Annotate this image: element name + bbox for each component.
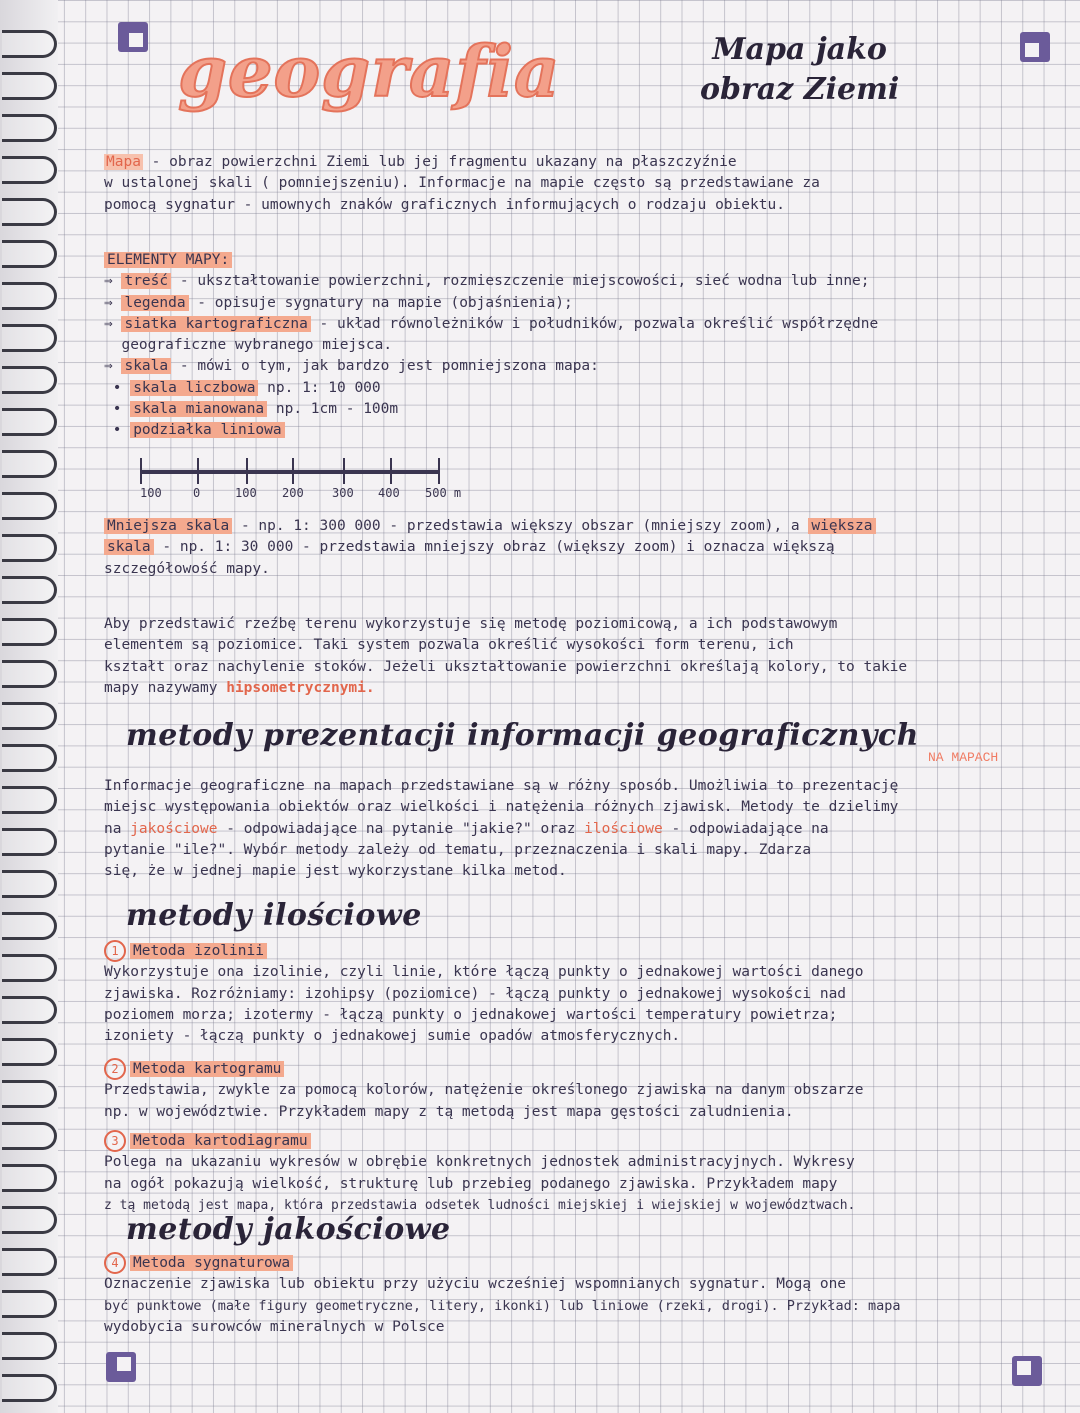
binding-ring (2, 534, 57, 562)
relief-text: mapy nazywamy (104, 679, 227, 696)
binding-ring (2, 660, 57, 688)
binding-ring (2, 1038, 57, 1066)
scale-label: 100 (140, 486, 162, 500)
scale-tick (438, 458, 440, 484)
corner-bracket-icon (1012, 1356, 1042, 1386)
binding-ring (2, 1080, 57, 1108)
method-title (104, 1130, 1060, 1152)
scale-label: 100 (235, 486, 257, 500)
intro-term: jakościowe (130, 820, 218, 837)
binding-ring (2, 114, 57, 142)
intro-line: miejsc występowania obiektów oraz wielkości i natężenia różnych zjawisk. Metody te dzielimy (104, 799, 899, 816)
scale-tick (390, 458, 392, 484)
element-term: legenda (121, 295, 188, 311)
intro-term: ilościowe (584, 820, 663, 837)
methods-tag: NA MAPACH (928, 750, 999, 765)
spiral-binding (0, 0, 58, 1413)
binding-ring (2, 1374, 57, 1402)
scale-term: skala mianowana (130, 401, 267, 417)
method-title (104, 1058, 1060, 1080)
page-title: geografia (178, 30, 561, 113)
quant-heading: metody ilościowe (126, 898, 422, 933)
scale-compare-block (104, 516, 1060, 580)
binding-ring (2, 576, 57, 604)
scale-text: np. 1: 10 000 (267, 379, 381, 396)
relief-line: Aby przedstawić rzeźbę terenu wykorzystuje się metodę poziomicową, a ich podstawowym (104, 616, 838, 632)
scale-text: np. 1cm - 100m (275, 401, 399, 418)
number-badge: 4 (104, 1252, 126, 1274)
definition-line: w ustalonej skali ( pomniejszeniu). Informacje na mapie często są przedstawiane za (104, 175, 820, 192)
method-title-text: Metoda sygnaturowa (130, 1255, 293, 1271)
map-element-item: ⇒ siatka kartograficzna - układ równoleżników i południków, pozwala określić współrzędne (104, 315, 879, 332)
method-title-text: Metoda kartogramu (130, 1061, 284, 1077)
method-line: Oznaczenie zjawiska lub obiektu przy użyciu wcześniej wspomnianych sygnatur. Mogą one (104, 1276, 847, 1293)
method-title (104, 1252, 1060, 1274)
scale-compare-term: Mniejsza skala (104, 518, 232, 534)
binding-ring (2, 702, 57, 730)
binding-ring (2, 1290, 57, 1318)
methods-intro-block (104, 776, 1060, 882)
scale-label: 400 (378, 486, 400, 500)
binding-ring (2, 1248, 57, 1276)
binding-ring (2, 954, 57, 982)
relief-line: elementem są poziomice. Taki system pozwala określić wysokości form terenu, ich (104, 637, 794, 654)
element-text: - ukształtowanie powierzchni, rozmieszczenie miejscowości, sieć wodna lub inne; (171, 273, 870, 290)
method-line: Wykorzystuje ona izolinie, czyli linie, które łączą punkty o jednakowej wartości danego (104, 964, 864, 981)
scale-tick (246, 458, 248, 484)
intro-text: - odpowiadające na (662, 820, 829, 837)
method-3-block (104, 1130, 1060, 1216)
scale-label: 500 m (425, 486, 462, 500)
scale-type-item: • podziałka liniowa (104, 420, 1060, 441)
scale-compare-line (104, 537, 1060, 558)
element-term: treść (121, 273, 171, 289)
relief-block (104, 614, 1060, 699)
scale-compare-text: - np. 1: 300 000 - przedstawia większy obszar (mniejszy zoom), a (232, 518, 809, 534)
relief-line: kształt oraz nachylenie stoków. Jeżeli ukształtowanie powierzchni określają kolory, to takie (104, 658, 908, 675)
binding-ring (2, 408, 57, 436)
definition-line: pomocą sygnatur - umownych znaków graficznych informujących o rodzaju obiektu. (104, 196, 785, 213)
binding-ring (2, 1122, 57, 1150)
relief-line (104, 678, 1060, 699)
scale-term: podziałka liniowa (130, 422, 284, 438)
binding-ring (2, 30, 57, 58)
element-text: - mówi o tym, jak bardzo jest pomniejszona mapa: (171, 358, 599, 375)
definition-line (104, 152, 1060, 173)
scale-tick (197, 458, 199, 484)
binding-ring (2, 72, 57, 100)
qual-heading: metody jakościowe (126, 1212, 451, 1247)
binding-ring (2, 240, 57, 268)
scale-label: 0 (193, 486, 201, 500)
binding-ring (2, 744, 57, 772)
intro-line: się, że w jednej mapie jest wykorzystane kilka metod. (104, 863, 567, 880)
binding-ring (2, 786, 57, 814)
heading-text: ELEMENTY MAPY: (104, 252, 232, 268)
subtitle-line: Mapa jako (712, 32, 887, 67)
method-line: izoniety - łączą punkty o jednakowej sumie opadów atmosferycznych. (104, 1028, 681, 1045)
scale-type-item: • skala mianowana np. 1cm - 100m (104, 401, 399, 418)
method-line: Polega na ukazaniu wykresów w obrębie konkretnych jednostek administracyjnych. Wykresy (104, 1154, 855, 1171)
binding-ring (2, 156, 57, 184)
method-line: poziomem morza; izotermy - łączą punkty o jednakowej wartości temperatury powietrza; (104, 1006, 838, 1023)
element-text: - opisuje sygnatury na mapie (objaśnienia); (188, 294, 573, 311)
scale-tick (292, 458, 294, 484)
map-element-item: ⇒ legenda - opisuje sygnatury na mapie (objaśnienia); (104, 294, 573, 311)
method-title-text: Metoda kartodiagramu (130, 1133, 311, 1149)
scale-label: 200 (282, 486, 304, 500)
method-4-block (104, 1252, 1060, 1338)
intro-text: na (104, 820, 131, 837)
scale-compare-term: większa (808, 518, 875, 534)
method-title-text: Metoda izolinii (130, 943, 267, 959)
map-element-item: ⇒ treść - ukształtowanie powierzchni, rozmieszczenie miejscowości, sieć wodna lub inne; (104, 273, 870, 290)
binding-ring (2, 1164, 57, 1192)
method-1-block (104, 940, 1060, 1047)
scale-tick (140, 458, 142, 484)
element-text: geograficzne wybranego miejsca. (121, 337, 393, 354)
binding-ring (2, 324, 57, 352)
scale-tick (343, 458, 345, 484)
definition-block (104, 152, 1060, 216)
scale-compare-line (104, 516, 1060, 537)
binding-ring (2, 618, 57, 646)
intro-line: Informacje geograficzne na mapach przedstawiane są w różny sposób. Umożliwia to prezentację (104, 778, 899, 794)
binding-ring (2, 282, 57, 310)
binding-ring (2, 450, 57, 478)
binding-ring (2, 996, 57, 1024)
binding-ring (2, 912, 57, 940)
page-subtitle (700, 30, 899, 110)
number-badge: 2 (104, 1058, 126, 1080)
intro-line: pytanie "ile?". Wybór metody zależy od tematu, przeznaczenia i skali mapy. Zdarza (104, 841, 812, 858)
binding-ring (2, 1206, 57, 1234)
definition-text: - obraz powierzchni Ziemi lub jej fragmentu ukazany na płaszczyźnie (142, 154, 737, 170)
corner-bracket-icon (1020, 32, 1050, 62)
subtitle-line: obraz Ziemi (700, 72, 900, 107)
binding-ring (2, 828, 57, 856)
scale-compare-line: szczegółowość mapy. (104, 560, 270, 577)
scale-compare-term: skala (104, 539, 154, 555)
method-line: na ogół pokazują wielkość, strukturę lub przebieg podanego zjawiska. Przykładem mapy (104, 1175, 838, 1192)
map-element-item: ⇒ skala - mówi o tym, jak bardzo jest pomniejszona mapa: (104, 358, 599, 375)
method-2-block (104, 1058, 1060, 1123)
corner-bracket-icon (106, 1352, 136, 1382)
method-line: np. w województwie. Przykładem mapy z tą metodą jest mapa gęstości zaludnienia. (104, 1103, 794, 1120)
method-line: z tą metodą jest mapa, która przedstawia odsetek ludności miejskiej i wiejskiej w województwach. (104, 1197, 856, 1213)
method-line: Przedstawia, zwykle za pomocą kolorów, natężenie określonego zjawiska na danym obszarze (104, 1082, 864, 1099)
method-line: być punktowe (małe figury geometryczne, litery, ikonki) lub liniowe (rzeki, drogi). Przykład: mapa (104, 1297, 901, 1314)
method-line: zjawiska. Rozróżniamy: izohipsy (poziomice) - łączą punkty o jednakowej wysokości nad (104, 985, 847, 1002)
scale-term: skala liczbowa (130, 380, 258, 396)
intro-line (104, 819, 1060, 840)
binding-ring (2, 366, 57, 394)
number-badge: 3 (104, 1130, 126, 1152)
scale-label: 300 (332, 486, 354, 500)
scale-bar (140, 470, 440, 474)
binding-ring (2, 198, 57, 226)
corner-bracket-icon (118, 22, 148, 52)
element-term: skala (121, 358, 171, 374)
element-text: - układ równoleżników i południków, pozwala określić współrzędne (310, 315, 879, 332)
relief-term: hipsometrycznymi. (226, 679, 375, 696)
definition-term: Mapa (106, 154, 141, 170)
map-elements-heading (104, 250, 1060, 271)
binding-ring (2, 492, 57, 520)
method-title (104, 940, 1060, 962)
method-line: wydobycia surowców mineralnych w Polsce (104, 1318, 445, 1335)
binding-ring (2, 1332, 57, 1360)
scale-type-item: • skala liczbowa np. 1: 10 000 (104, 379, 381, 396)
methods-heading: metody prezentacji informacji geograficznych (126, 718, 919, 753)
map-elements-block (104, 250, 1060, 442)
scale-compare-text: - np. 1: 30 000 - przedstawia mniejszy obraz (większy zoom) i oznacza większą (153, 539, 835, 556)
map-element-item (104, 335, 1060, 356)
binding-ring (2, 870, 57, 898)
intro-text: - odpowiadające na pytanie "jakie?" oraz (217, 820, 585, 837)
number-badge: 1 (104, 940, 126, 962)
element-term: siatka kartograficzna (121, 316, 310, 332)
